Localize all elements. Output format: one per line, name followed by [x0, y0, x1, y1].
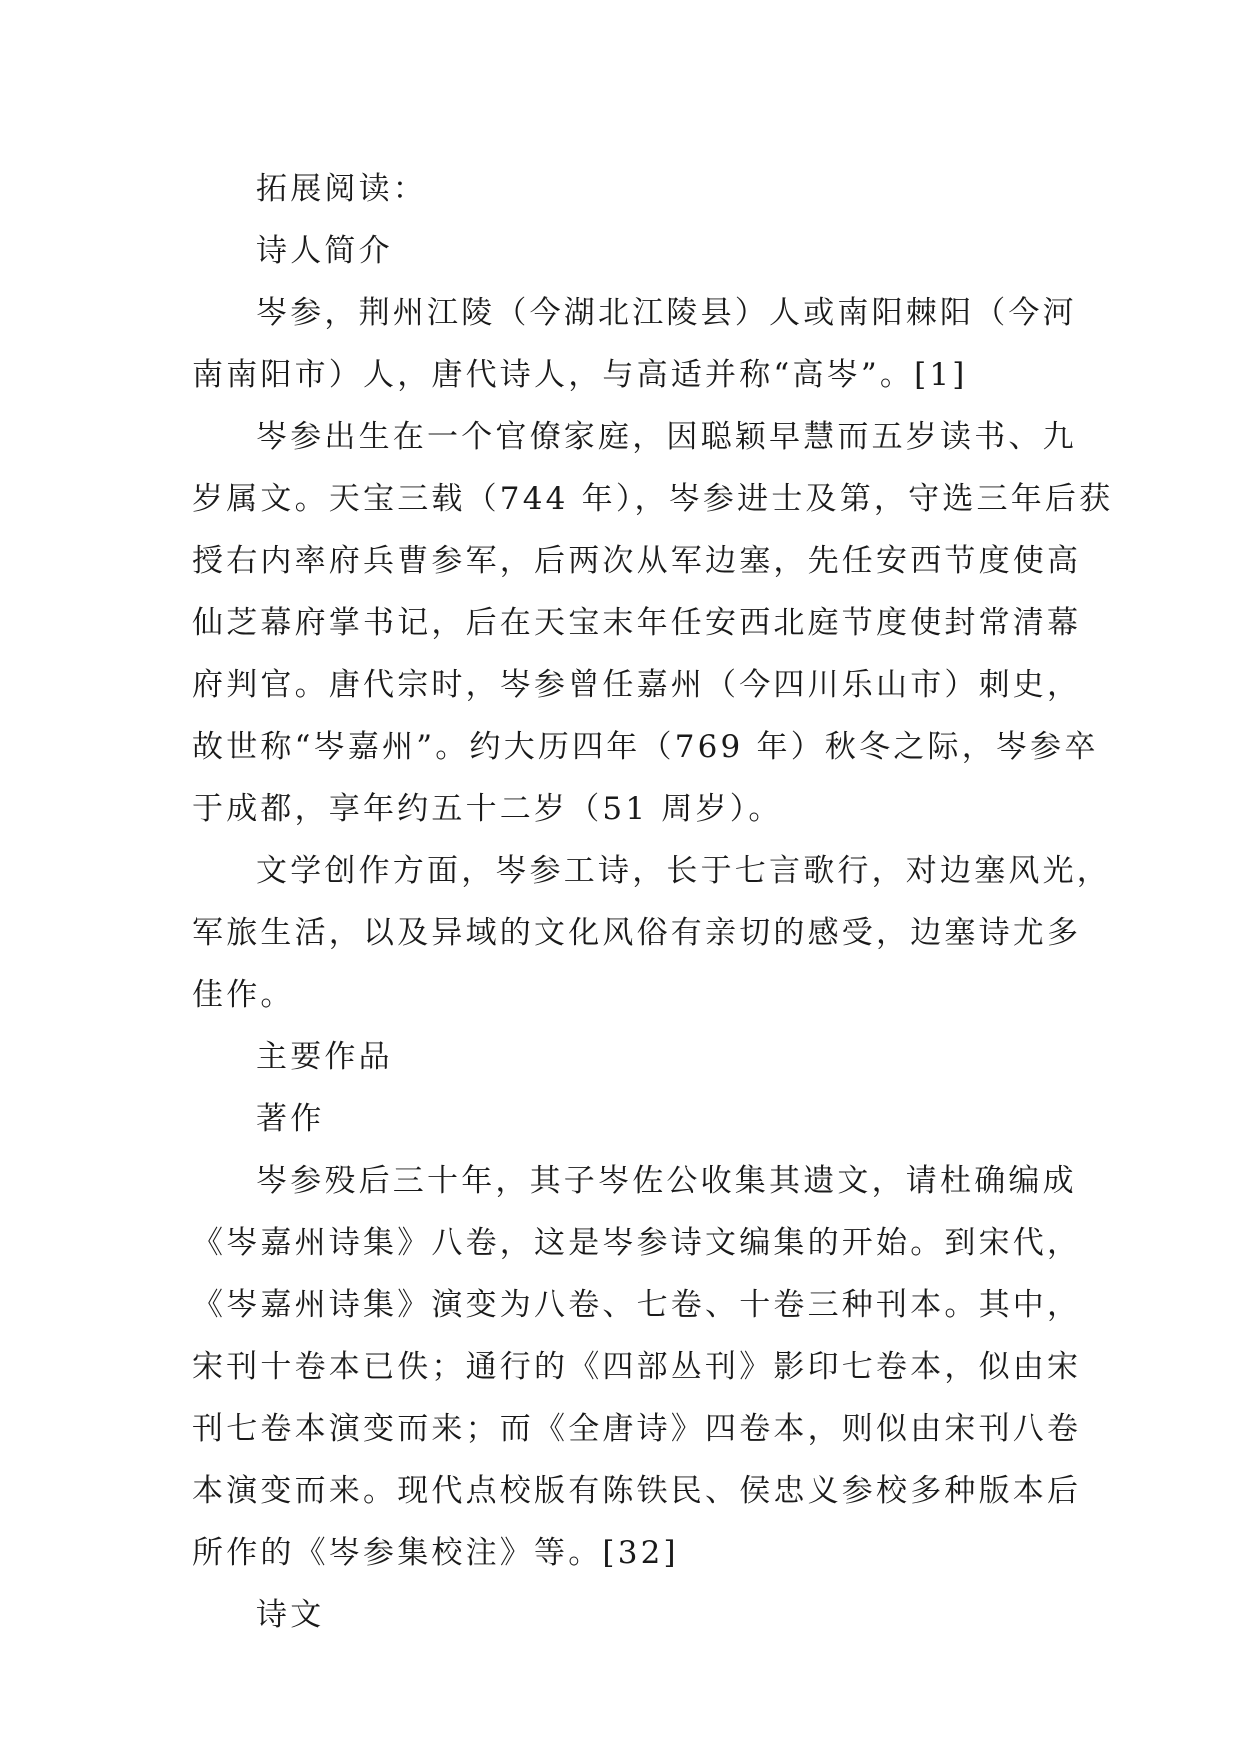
paragraph-line: 文学创作方面，岑参工诗，长于七言歌行，对边塞风光，: [256, 853, 1111, 889]
paragraph-line: 《岑嘉州诗集》演变为八卷、七卷、十卷三种刊本。其中，: [192, 1287, 1082, 1323]
paragraph-biography: [192, 406, 1114, 840]
paragraph-line: 授右内率府兵曹参军，后两次从军边塞，先任安西节度使高: [192, 543, 1082, 579]
paragraph-line: 宋刊十卷本已佚；通行的《四部丛刊》影印七卷本，似由宋: [192, 1349, 1082, 1385]
paragraph-line: 于成都，享年约五十二岁（51 周岁）。: [192, 791, 783, 827]
paragraph-line: 岑参出生在一个官僚家庭，因聪颖早慧而五岁读书、九: [256, 419, 1077, 455]
paragraph-line: 府判官。唐代宗时，岑参曾任嘉州（今四川乐山市）刺史，: [192, 667, 1082, 703]
paragraph-line: 仙芝幕府掌书记，后在天宝末年任安西北庭节度使封常清幕: [192, 605, 1082, 641]
paragraph-line: 故世称“岑嘉州”。约大历四年（769 年）秋冬之际，岑参卒: [192, 729, 1099, 765]
paragraph-line: 所作的《岑参集校注》等。[32]: [192, 1535, 679, 1571]
paragraph-line: 岁属文。天宝三载（744 年），岑参进士及第，守选三年后获: [192, 481, 1114, 517]
paragraph-collections: [192, 1150, 1082, 1584]
paragraph-line: 岑参，荆州江陵（今湖北江陵县）人或南阳棘阳（今河: [256, 295, 1077, 331]
paragraph-line: 佳作。: [192, 977, 295, 1013]
paragraph-birthplace: [192, 282, 1077, 406]
paragraph-line: 《岑嘉州诗集》八卷，这是岑参诗文编集的开始。到宋代，: [192, 1225, 1082, 1261]
section-heading-writings: 著作: [256, 1101, 325, 1137]
document-page: [192, 158, 1114, 1646]
paragraph-line: 刊七卷本演变而来；而《全唐诗》四卷本，则似由宋刊八卷: [192, 1411, 1082, 1447]
paragraph-line: 本演变而来。现代点校版有陈铁民、侯忠义参校多种版本后: [192, 1473, 1082, 1509]
section-heading-poet-intro: 诗人简介: [256, 233, 393, 269]
paragraph-line: 军旅生活，以及异域的文化风俗有亲切的感受，边塞诗尤多: [192, 915, 1082, 951]
paragraph-line: 岑参殁后三十年，其子岑佐公收集其遗文，请杜确编成: [256, 1163, 1077, 1199]
paragraph-literary-creation: [192, 840, 1111, 1026]
paragraph-line: 南南阳市）人，唐代诗人，与高适并称“高岑”。[1]: [192, 357, 968, 393]
section-heading-major-works: 主要作品: [256, 1039, 393, 1075]
section-heading-poems: 诗文: [256, 1597, 325, 1633]
section-heading-extended-reading: 拓展阅读：: [256, 171, 427, 207]
